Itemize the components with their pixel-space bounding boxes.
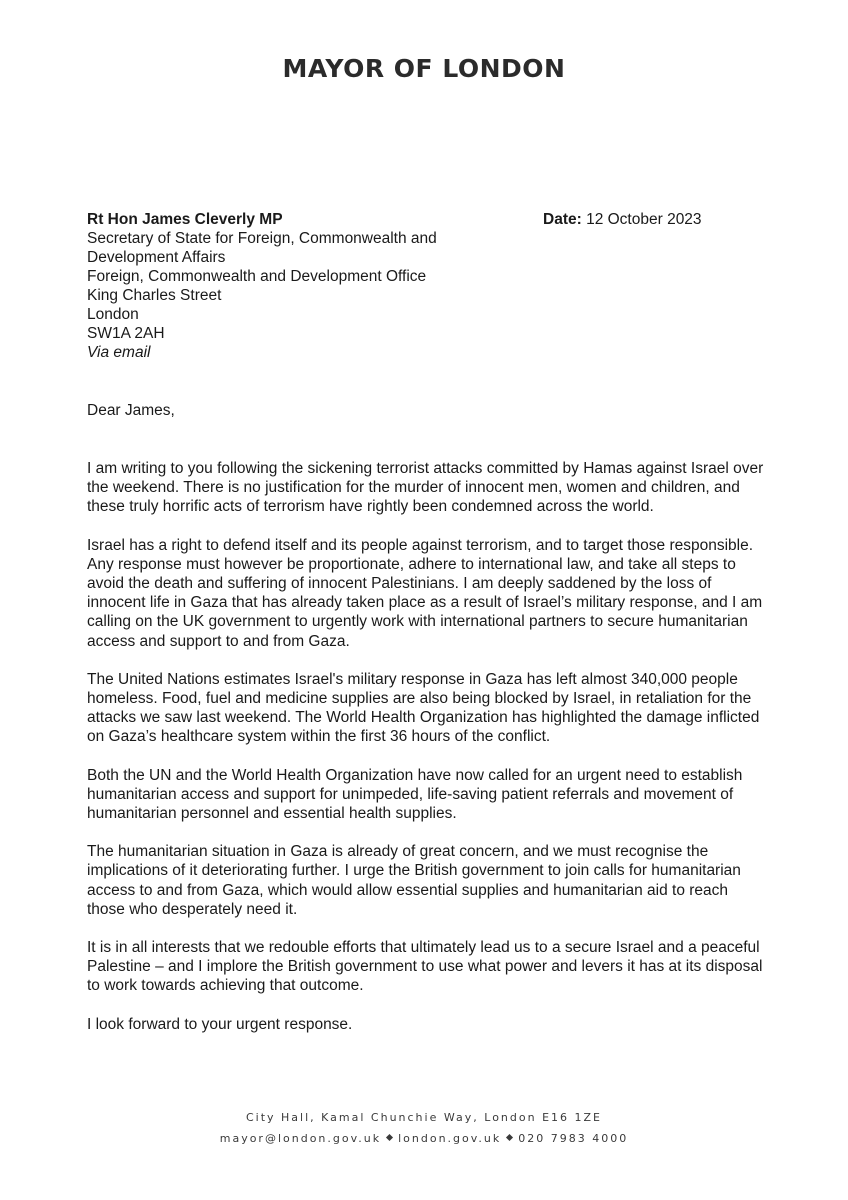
- delivery-method: Via email: [87, 344, 151, 361]
- recipient-name: Rt Hon James Cleverly MP: [87, 211, 283, 228]
- body-paragraph: The humanitarian situation in Gaza is already of great concern, and we must recognise the implications of it deteriorating further. I urge the British government to join calls for humanitarian access to and from Gaza, which would allow essential supplies and humanitarian aid to reach those who desperately need it.: [87, 843, 741, 918]
- body-paragraph: Both the UN and the World Health Organization have now called for an urgent need to establish humanitarian access and support for unimpeded, life-saving patient referrals and movement of humanitarian personnel and essential health supplies.: [87, 766, 743, 823]
- recipient-address-line: London: [87, 306, 139, 323]
- diamond-separator-icon: [386, 1134, 393, 1141]
- diamond-separator-icon: [506, 1134, 513, 1141]
- body-paragraph: It is in all interests that we redouble efforts that ultimately lead us to a secure Israel and a peaceful Palestine – and I implore the British government to use what power and levers it has at its disposal to work towards achieving that outcome.: [87, 939, 763, 995]
- footer-website[interactable]: london.gov.uk: [398, 1132, 502, 1145]
- date-block: [543, 210, 702, 229]
- footer-phone: 020 7983 4000: [518, 1132, 629, 1145]
- recipient-address-line: Secretary of State for Foreign, Commonwealth and: [87, 230, 437, 247]
- footer: [0, 1107, 848, 1149]
- footer-address: City Hall, Kamal Chunchie Way, London E16 1ZE: [245, 1111, 603, 1124]
- recipient-address-line: Development Affairs: [87, 249, 226, 266]
- letterhead-title: MAYOR OF LONDON: [282, 54, 566, 83]
- closing-paragraph: I look forward to your urgent response.: [87, 1015, 353, 1033]
- body-paragraph: The United Nations estimates Israel's military response in Gaza has left almost 340,000 people homeless. Food, fuel and medicine supplies are also being blocked by Israel, in retaliation for the attacks we saw last weekend. The World Health Organization has highlighted the damage inflicted on Gaza’s healthcare system within the first 36 hours of the conflict.: [87, 670, 760, 746]
- footer-contact: [0, 1128, 848, 1149]
- body-paragraph: Israel has a right to defend itself and its people against terrorism, and to target those responsible. Any response must however be proportionate, adhere to international law, and take all steps to avoid the death and suffering of innocent Palestinians. I am deeply saddened by the loss of innocent life in Gaza that has already taken place as a result of Israel’s military response, and I am calling on the UK government to urgently work with international partners to secure humanitarian access and support to and from Gaza.: [87, 536, 763, 650]
- recipient-address-line: Foreign, Commonwealth and Development Office: [87, 268, 427, 285]
- body-paragraph: I am writing to you following the sickening terrorist attacks committed by Hamas against Israel over the weekend. There is no justification for the murder of innocent men, women and children, and these truly horrific acts of terrorism have rightly been condemned across the world.: [87, 460, 764, 516]
- date-value: 12 October 2023: [586, 211, 702, 228]
- salutation: Dear James,: [87, 402, 175, 419]
- letter-body: [87, 459, 767, 1053]
- recipient-address-line: SW1A 2AH: [87, 325, 165, 342]
- footer-email[interactable]: mayor@london.gov.uk: [219, 1132, 382, 1145]
- recipient-address-line: King Charles Street: [87, 287, 222, 304]
- recipient-address-block: [87, 210, 507, 362]
- date-label: Date:: [543, 211, 582, 228]
